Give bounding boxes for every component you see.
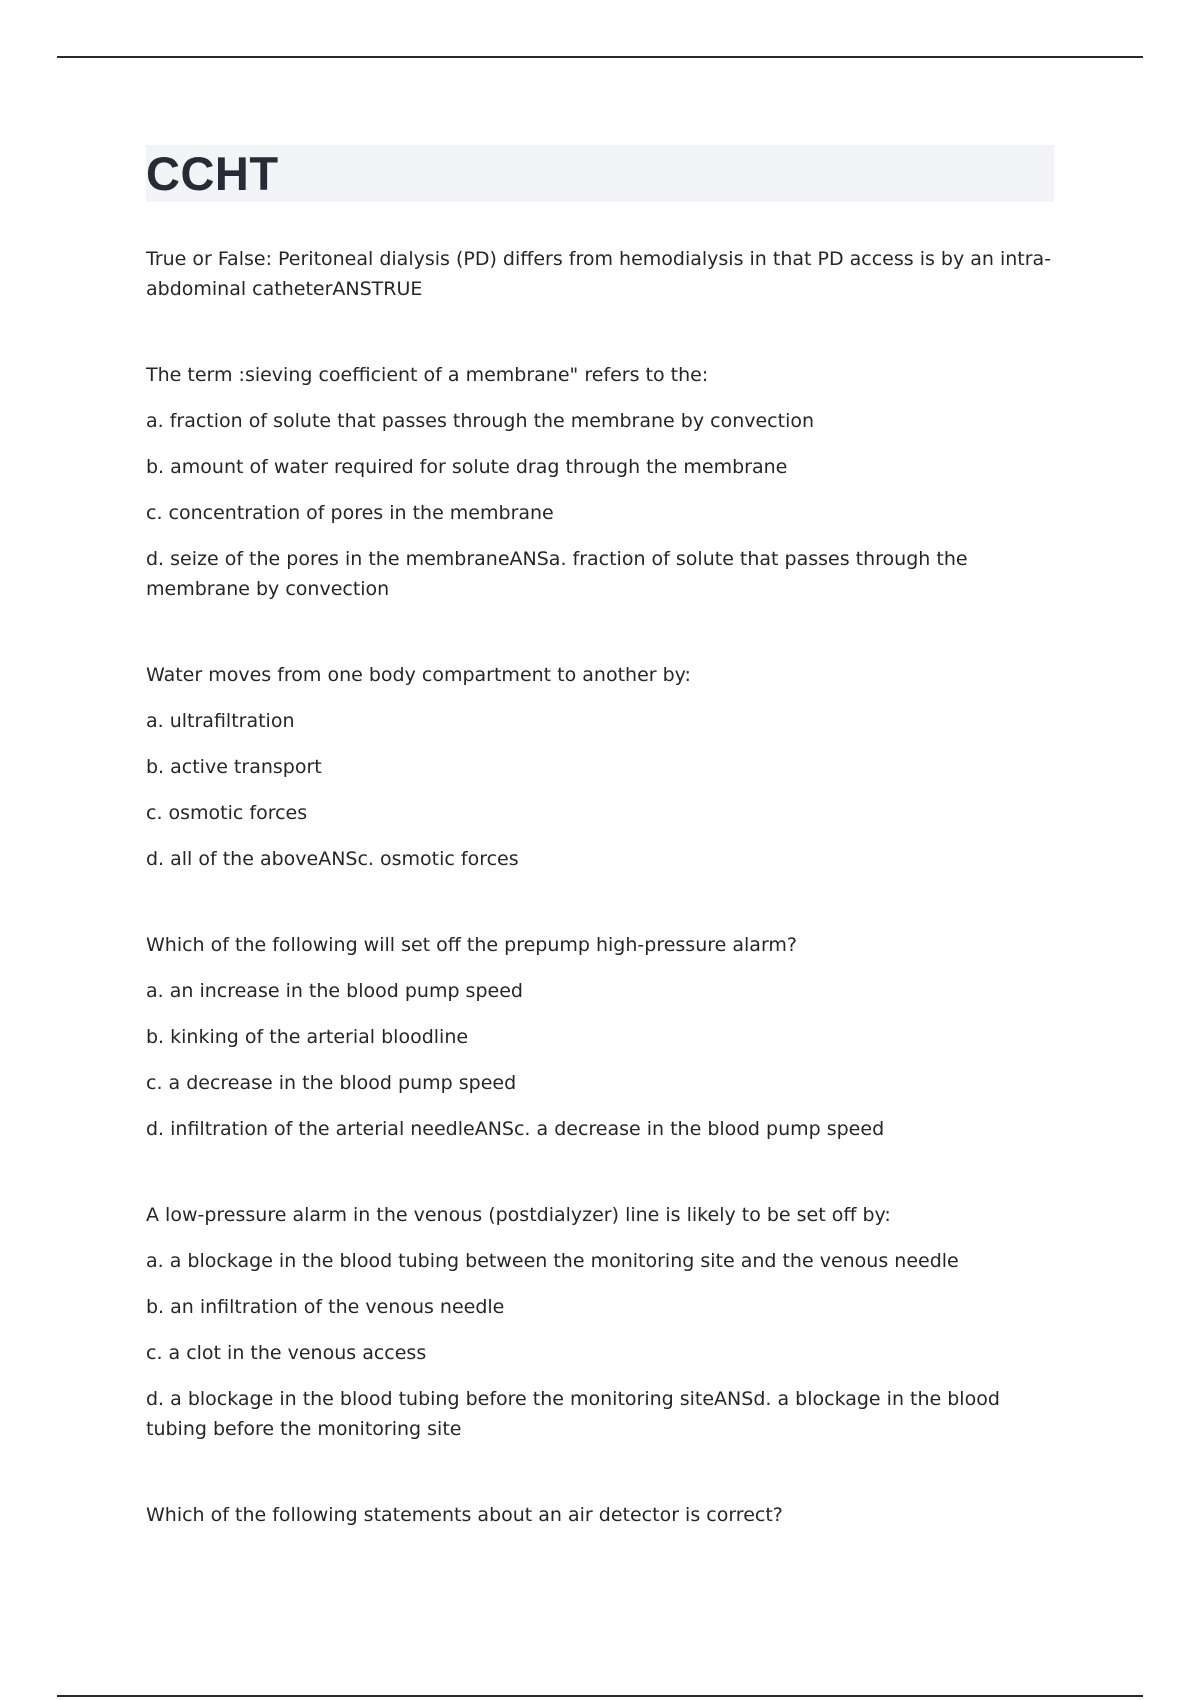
answer-option: c. osmotic forces [146,802,308,824]
question-text: Which of the following will set off the prepump high-pressure alarm? [146,934,798,956]
page-title: CCHT [146,147,279,200]
answer-option: a. an increase in the blood pump speed [146,980,523,1002]
question-block [146,1500,1058,1530]
answer-option: b. amount of water required for solute drag through the membrane [146,456,788,478]
answer-option: a. a blockage in the blood tubing between the monitoring site and the venous needle [146,1250,959,1272]
question-block [146,660,1058,874]
answer-option: b. an infiltration of the venous needle [146,1296,505,1318]
question-block [146,930,1058,1144]
answer-option: b. kinking of the arterial bloodline [146,1026,469,1048]
question-text: The term :sieving coefficient of a membrane" refers to the: [146,364,709,386]
question-list [146,244,1058,1586]
question-text: True or False: Peritoneal dialysis (PD) differs from hemodialysis in that PD access is by an intra-abdominal catheterANSTRUE [146,248,1052,300]
title-banner [146,145,1054,202]
question-block [146,1200,1058,1444]
question-block [146,244,1058,304]
answer-option: d. infiltration of the arterial needleANSc. a decrease in the blood pump speed [146,1118,885,1140]
question-text: Water moves from one body compartment to another by: [146,664,691,686]
answer-option: a. ultrafiltration [146,710,295,732]
bottom-rule [57,1695,1143,1697]
answer-option: c. concentration of pores in the membrane [146,502,554,524]
top-rule [57,56,1143,58]
answer-option: d. seize of the pores in the membraneANSa. fraction of solute that passes through the membrane by convection [146,548,968,600]
question-block [146,360,1058,604]
answer-option: d. a blockage in the blood tubing before the monitoring siteANSd. a blockage in the blood tubing before the monitoring site [146,1388,1000,1440]
answer-option: c. a clot in the venous access [146,1342,427,1364]
answer-option: a. fraction of solute that passes through the membrane by convection [146,410,815,432]
answer-option: c. a decrease in the blood pump speed [146,1072,517,1094]
answer-option: d. all of the aboveANSc. osmotic forces [146,848,519,870]
question-text: Which of the following statements about an air detector is correct? [146,1504,783,1526]
answer-option: b. active transport [146,756,322,778]
question-text: A low-pressure alarm in the venous (postdialyzer) line is likely to be set off by: [146,1204,891,1226]
